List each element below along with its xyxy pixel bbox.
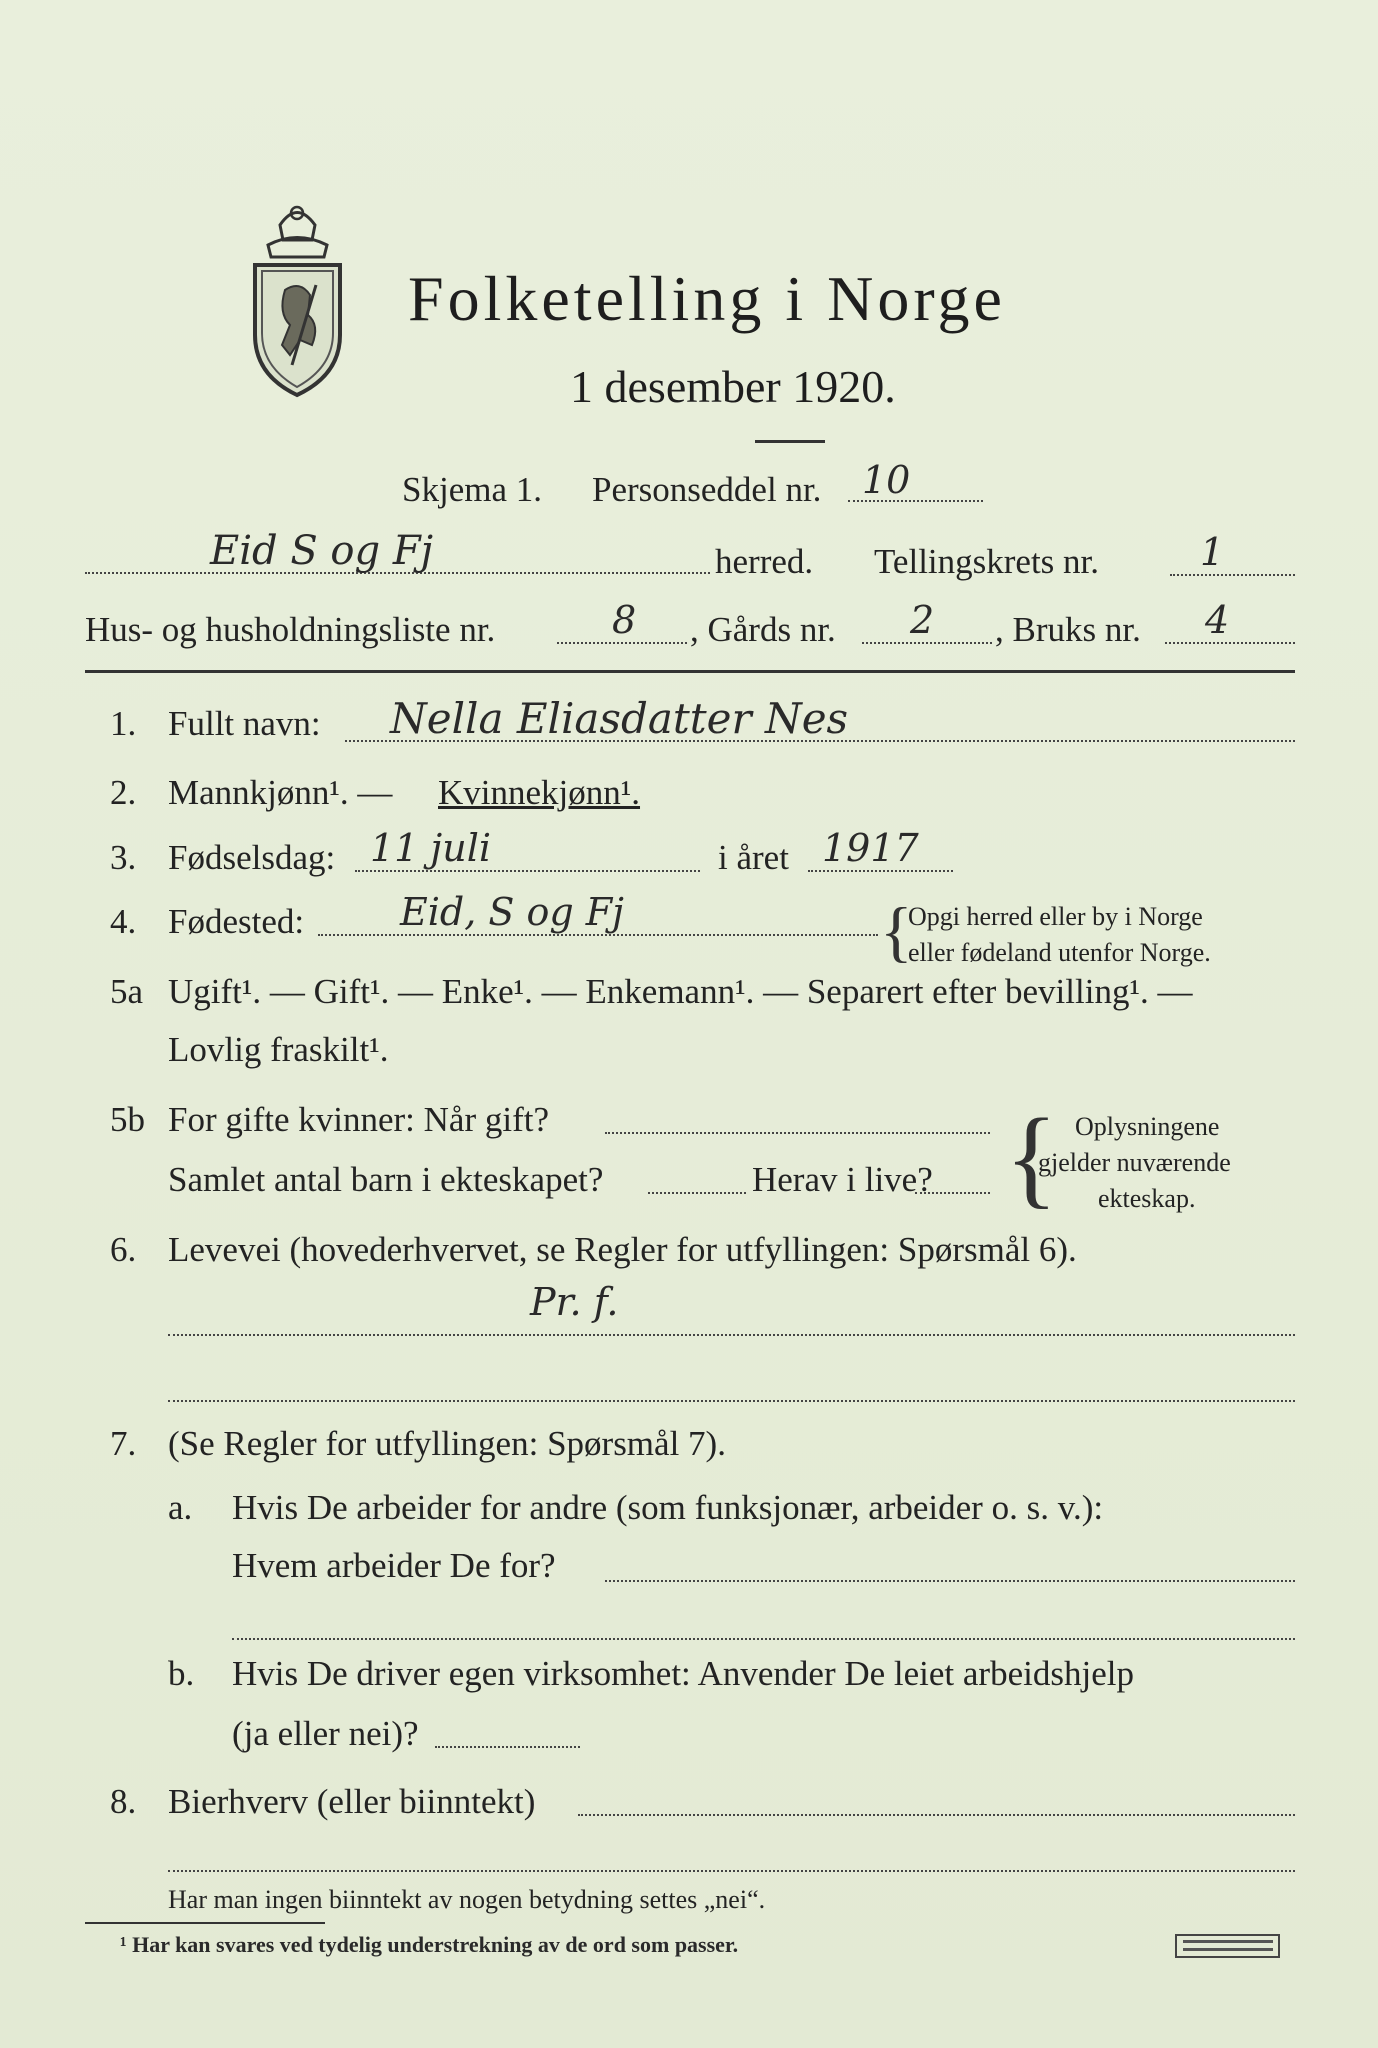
gards-label: , Gårds nr. xyxy=(690,610,836,649)
tellingskrets-label: Tellingskrets nr. xyxy=(874,542,1100,581)
q3-line xyxy=(355,870,700,872)
q3-year-label: i året xyxy=(718,838,789,877)
coat-of-arms-icon xyxy=(240,195,355,400)
q4-number: 4. xyxy=(110,902,137,941)
income-note: Har man ingen biinntekt av nogen betydning settes „nei“. xyxy=(168,1885,766,1914)
q7b-question: Hvis De driver egen virksomhet: Anvender De leiet arbeidshjelp xyxy=(232,1654,1134,1693)
q4-note-line2: eller fødeland utenfor Norge. xyxy=(908,938,1211,967)
q5b-children-line[interactable] xyxy=(648,1192,746,1194)
q6-label: Levevei (hovederhvervet, se Regler for utfyllingen: Spørsmål 6). xyxy=(168,1230,1077,1269)
personseddel-value[interactable]: 10 xyxy=(862,458,911,502)
q6-line2 xyxy=(168,1400,1295,1402)
q5b-alive-label: Herav i live? xyxy=(752,1160,933,1199)
personseddel-label: Personseddel nr. xyxy=(592,470,822,509)
q3-value[interactable]: 11 juli xyxy=(370,826,491,870)
tellingskrets-line xyxy=(1170,574,1295,576)
q6-value[interactable]: Pr. f. xyxy=(530,1280,619,1324)
q2-female-option[interactable]: Kvinnekjønn¹. xyxy=(438,773,641,812)
q4-line xyxy=(318,934,878,936)
q4-note-line1: Opgi herred eller by i Norge xyxy=(908,902,1203,931)
q4-value[interactable]: Eid, S og Fj xyxy=(400,890,624,934)
q5a-options[interactable]: Ugift¹. — Gift¹. — Enke¹. — Enkemann¹. — Separert efter bevilling¹. — xyxy=(168,972,1193,1011)
gards-line xyxy=(862,642,992,644)
q2-number: 2. xyxy=(110,773,137,812)
q5b-brace: { xyxy=(1005,1096,1058,1218)
bruks-line xyxy=(1165,642,1295,644)
q4-label: Fødested: xyxy=(168,902,305,941)
bruks-label: , Bruks nr. xyxy=(995,610,1141,649)
form-title: Folketelling i Norge xyxy=(408,263,1006,334)
hus-value[interactable]: 8 xyxy=(612,598,637,642)
q2-male-option[interactable]: Mannkjønn¹. — xyxy=(168,773,393,812)
q4-brace: { xyxy=(880,893,913,969)
q8-line2[interactable] xyxy=(168,1870,1295,1872)
q3-year-line xyxy=(808,870,953,872)
q5b-note-line1: Oplysningene xyxy=(1075,1112,1220,1141)
q1-number: 1. xyxy=(110,704,137,743)
q7b-number: b. xyxy=(168,1654,195,1693)
q3-year-value[interactable]: 1917 xyxy=(822,826,919,870)
q5a-number: 5a xyxy=(110,972,144,1011)
bruks-value[interactable]: 4 xyxy=(1205,598,1230,642)
q6-line1 xyxy=(168,1334,1295,1336)
q7b-answer-label: (ja eller nei)? xyxy=(232,1714,419,1753)
q7-number: 7. xyxy=(110,1424,137,1463)
q7-label: (Se Regler for utfyllingen: Spørsmål 7). xyxy=(168,1424,726,1463)
q7b-answer-line[interactable] xyxy=(435,1746,580,1748)
q7a-question: Hvis De arbeider for andre (som funksjonær, arbeider o. s. v.): xyxy=(232,1488,1104,1527)
q5b-children-label: Samlet antal barn i ekteskapet? xyxy=(168,1160,604,1199)
header-rule xyxy=(85,670,1295,673)
footnote: ¹ Har kan svares ved tydelig understrekning av de ord som passer. xyxy=(120,1932,739,1957)
q5b-married-when-line[interactable] xyxy=(605,1132,990,1134)
q7a-number: a. xyxy=(168,1488,193,1527)
q3-label: Fødselsdag: xyxy=(168,838,336,877)
q5b-note-line3: ekteskap. xyxy=(1098,1184,1196,1213)
hus-line xyxy=(557,642,687,644)
q8-label: Bierhverv (eller biinntekt) xyxy=(168,1782,536,1821)
tellingskrets-value[interactable]: 1 xyxy=(1200,530,1225,574)
q5b-alive-line[interactable] xyxy=(915,1192,990,1194)
herred-label: herred. xyxy=(715,542,814,581)
q7a-employer-line2[interactable] xyxy=(232,1638,1295,1640)
q5b-number: 5b xyxy=(110,1100,145,1139)
title-divider xyxy=(755,440,825,443)
footnote-rule xyxy=(85,1922,325,1924)
hus-label: Hus- og husholdningsliste nr. xyxy=(85,610,496,649)
census-date: 1 desember 1920. xyxy=(570,361,896,412)
q6-number: 6. xyxy=(110,1230,137,1269)
gards-value[interactable]: 2 xyxy=(910,598,935,642)
q1-label: Fullt navn: xyxy=(168,704,321,743)
q8-number: 8. xyxy=(110,1782,137,1821)
q5a-options-cont[interactable]: Lovlig fraskilt¹. xyxy=(168,1030,389,1069)
q7a-employer-label: Hvem arbeider De for? xyxy=(232,1546,556,1585)
q5b-married-when-label: For gifte kvinner: Når gift? xyxy=(168,1100,550,1139)
q1-value[interactable]: Nella Eliasdatter Nes xyxy=(390,694,849,743)
q8-line[interactable] xyxy=(578,1814,1295,1816)
q3-number: 3. xyxy=(110,838,137,877)
q7a-employer-line[interactable] xyxy=(605,1580,1295,1582)
herred-value[interactable]: Eid S og Fj xyxy=(210,528,433,574)
q5b-note-line2: gjelder nuværende xyxy=(1038,1148,1231,1177)
printer-stamp xyxy=(1175,1934,1280,1958)
skjema-label: Skjema 1. xyxy=(402,470,542,509)
